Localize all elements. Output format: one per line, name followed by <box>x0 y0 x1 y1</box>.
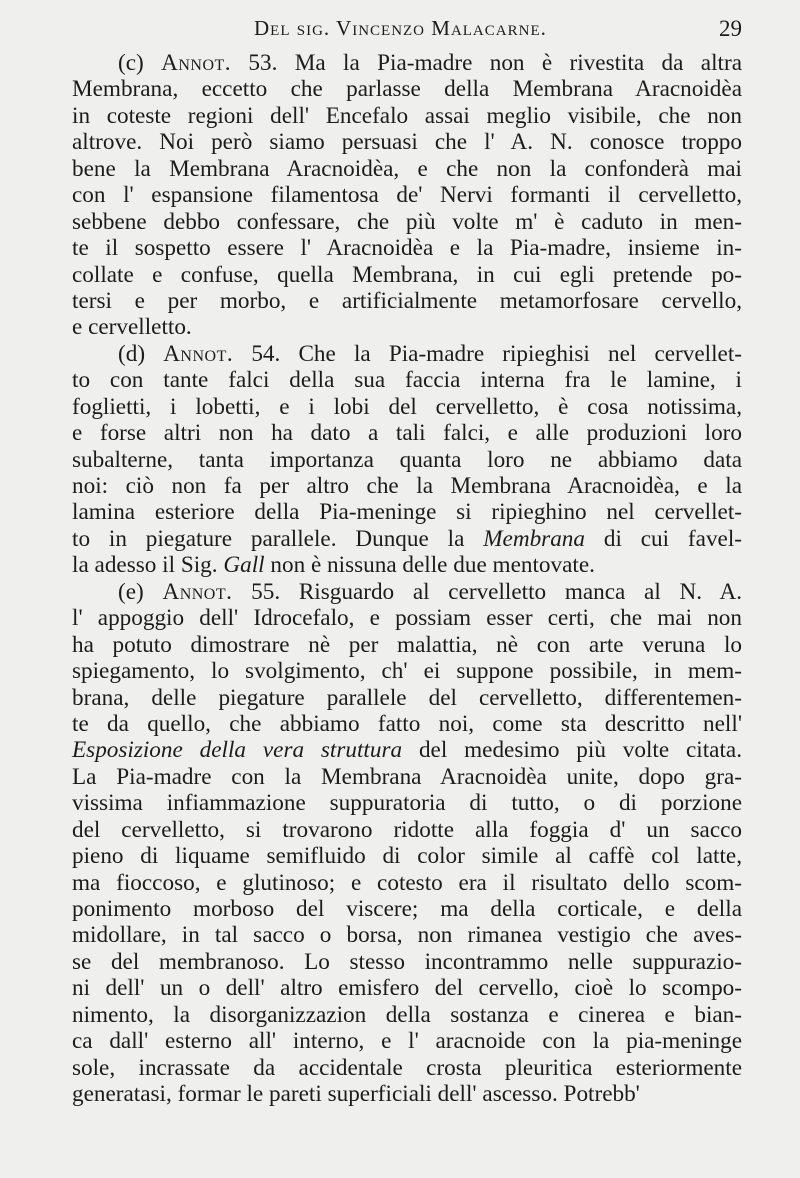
text-segment: ca dall' esterno all' interno, e l' aracnoide con la pia-meninge <box>72 1028 742 1055</box>
text-line <box>72 579 742 605</box>
text-segment: te il sospetto essere l' Aracnoidèa e la Pia-madre, insieme in- <box>72 235 742 262</box>
text-line <box>72 658 742 684</box>
text-line <box>72 790 742 816</box>
text-line <box>72 526 742 552</box>
text-line <box>72 552 742 578</box>
text-line <box>72 499 742 525</box>
text-segment: 53. Ma la Pia-madre non è rivestita da altra <box>231 50 742 76</box>
text-segment: con l' espansione filamentosa de' Nervi formanti il cervelletto, <box>72 182 742 209</box>
annotation-paragraph <box>72 50 742 341</box>
text-segment: in coteste regioni dell' Encefalo assai meglio visibile, che non <box>72 102 742 129</box>
page-number: 29 <box>719 16 742 41</box>
text-line <box>72 447 742 473</box>
text-line <box>72 314 742 340</box>
text-segment: altrove. Noi però siamo persuasi che l' A. N. conosce troppo <box>72 129 742 156</box>
text-line <box>72 473 742 499</box>
text-segment: sole, incrassate da accidentale crosta pleuritica esteriormente <box>72 1054 742 1081</box>
page-header <box>72 16 742 46</box>
text-segment: La Pia-madre con la Membrana Aracnoidèa unite, dopo gra- <box>72 763 742 790</box>
text-line <box>72 764 742 790</box>
text-segment: collate e confuse, quella Membrana, in cui egli pretende po- <box>72 261 742 288</box>
text-segment: ponimento morboso del viscere; ma della corticale, e della <box>72 896 742 922</box>
text-segment: ha potuto dimostrare nè per malattia, nè con arte veruna lo <box>72 631 742 658</box>
text-line <box>72 182 742 208</box>
text-line <box>72 420 742 446</box>
text-line <box>72 209 742 235</box>
text-line <box>72 1028 742 1054</box>
text-line <box>72 685 742 711</box>
text-line <box>72 1002 742 1028</box>
text-segment: Esposizione della vera struttura <box>72 737 403 764</box>
annotation-paragraph <box>72 341 742 579</box>
text-line <box>72 975 742 1001</box>
text-segment: 55. Risguardo al cervelletto manca al N. A. <box>232 578 742 605</box>
text-segment: lamina esteriore della Pia-meninge si ripieghino nel cervellet- <box>72 499 742 526</box>
text-segment: e forse altri non ha dato a tali falci, e alle produzioni loro <box>72 420 742 447</box>
text-segment: Annot. <box>162 578 233 605</box>
text-segment: Annot. <box>163 340 234 367</box>
text-line <box>72 235 742 261</box>
text-line <box>72 737 742 763</box>
text-segment: 54. Che la Pia-madre ripieghisi nel cervellet- <box>233 340 742 367</box>
text-segment: to in piegature parallele. Dunque la <box>72 525 484 552</box>
text-line <box>72 341 742 367</box>
text-segment: Gall <box>223 552 265 579</box>
text-line <box>72 896 742 922</box>
text-line <box>72 129 742 155</box>
text-line <box>72 262 742 288</box>
text-segment: e cervelletto. <box>72 314 192 341</box>
text-segment: del medesimo più volte citata. <box>402 737 742 764</box>
text-line <box>72 156 742 182</box>
text-line <box>72 843 742 869</box>
text-segment: (d) <box>118 340 164 367</box>
text-segment: di cui favel- <box>585 525 742 552</box>
text-segment: bene la Membrana Aracnoidèa, e che non la confonderà mai <box>72 155 742 182</box>
text-line <box>72 870 742 896</box>
text-segment: tersi e per morbo, e artificialmente metamorfosare cervello, <box>72 287 742 314</box>
text-segment: nimento, la disorganizzazion della sostanza e cinerea e bian- <box>72 1001 742 1028</box>
text-segment: brana, delle piegature parallele del cervelletto, differentemen- <box>72 684 742 711</box>
running-head: Del sig. Vincenzo Malacarne. <box>254 16 547 40</box>
text-segment: del cervelletto, si trovarono ridotte alla foggia d' un sacco <box>72 816 742 843</box>
text-segment: (c) <box>118 50 162 76</box>
text-segment: noi: ciò non fa per altro che la Membrana Aracnoidèa, e la <box>72 473 742 499</box>
text-segment: ni dell' un o dell' altro emisfero del cervello, cioè lo scompo- <box>72 975 742 1002</box>
body-text <box>72 50 742 1108</box>
text-segment: non è nissuna delle due mentovate. <box>264 552 595 579</box>
text-line <box>72 817 742 843</box>
text-line <box>72 1055 742 1081</box>
text-segment: Annot. <box>161 50 232 76</box>
text-segment: midollare, in tal sacco o borsa, non rimanea vestigio che aves- <box>72 922 742 949</box>
text-segment: subalterne, tanta importanza quanta loro ne abbiamo data <box>72 446 742 473</box>
text-line <box>72 50 742 76</box>
text-segment: ma fioccoso, e glutinoso; e cotesto era il risultato dello scom- <box>72 869 742 896</box>
text-segment: vissima infiammazione suppuratoria di tutto, o di porzione <box>72 790 742 817</box>
text-line <box>72 949 742 975</box>
text-segment: se del membranoso. Lo stesso incontrammo nelle suppurazio- <box>72 948 742 975</box>
text-line <box>72 922 742 948</box>
text-segment: pieno di liquame semifluido di color simile al caffè col latte, <box>72 843 742 870</box>
text-segment: spiegamento, lo svolgimento, ch' ei suppone possibile, in mem- <box>72 658 742 685</box>
text-line <box>72 394 742 420</box>
text-segment: te da quello, che abbiamo fatto noi, come sta descritto nell' <box>72 710 742 737</box>
text-segment: Membrana, eccetto che parlasse della Membrana Aracnoidèa <box>72 76 742 103</box>
text-line <box>72 367 742 393</box>
text-segment: Membrana <box>483 525 585 552</box>
text-segment: la adesso il Sig. <box>72 552 224 579</box>
text-line <box>72 632 742 658</box>
text-line <box>72 76 742 102</box>
text-line <box>72 1081 742 1107</box>
text-line <box>72 711 742 737</box>
text-line <box>72 103 742 129</box>
annotation-paragraph <box>72 579 742 1108</box>
text-segment: foglietti, i lobetti, e i lobi del cervelletto, è cosa notissima, <box>72 393 742 420</box>
text-segment: l' appoggio dell' Idrocefalo, e possiam esser certi, che mai non <box>72 605 742 632</box>
text-line <box>72 288 742 314</box>
text-line <box>72 605 742 631</box>
text-segment: generatasi, formar le pareti superficiali dell' ascesso. Potrebb' <box>72 1081 640 1108</box>
text-segment: (e) <box>118 578 163 605</box>
text-segment: to con tante falci della sua faccia interna fra le lamine, i <box>72 367 742 394</box>
text-segment: sebbene debbo confessare, che più volte m' è caduto in men- <box>72 208 742 235</box>
